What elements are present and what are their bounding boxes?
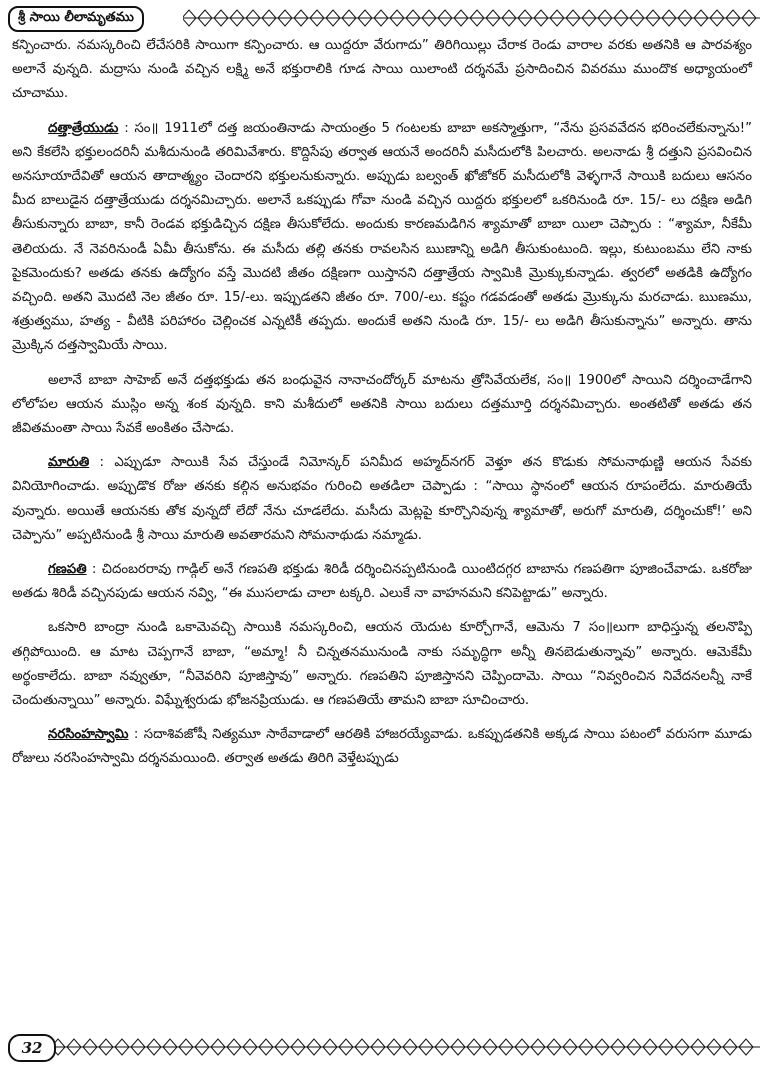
section-term: మారుతి xyxy=(48,455,90,471)
paragraph-dattatreya xyxy=(12,117,752,359)
page-number: 32 xyxy=(8,1034,56,1062)
paragraph-bandra-devotee xyxy=(12,616,752,713)
paragraph-text: అలానే బాబా సాహెబ్ అనే దత్తభక్తుడు తన బంధువైన నానాచందోర్కర్ మాటను త్రోసివేయలేక, సం॥ 1900లో సాయిని దర్శించాడేగాని లోలోపల ఆయన ముస్లిం అన్న శంక వున్నది. కాని మశీదులో అతనికి సాయి బదులు దత్తమూర్తి దర్శనమిచ్చారు. అంతటితో అతడు తన జీవితమంతా సాయి సేవకే అంకితం చేసాడు. xyxy=(12,372,752,437)
paragraph-text: : ఎప్పుడూ సాయికి సేవ చేస్తుండే నిమోన్కర్ పనిమీద అహ్మద్‌నగర్ వెళ్తూ తన కొడుకు సోమనాథుణ్ణి ఆయన సేవకు వినియోగించాడు. అప్పుడొక రోజు తనకు కల్గిన అనుభవం గురించి అతడిలా చెప్పాడు : “సాయి స్థానంలో ఆయన రూపంలేదు. మారుతియే వున్నారు. అయితే ఆయనకు తోక వున్నదో లేదో నేను చూడలేదు. మసీదు మెట్లపై కూర్చొనివున్న శ్యామాతో, అరుగో మారుతి, దర్శించుకో!’ అని చెప్పాను” అప్పటినుండి శ్రీ సాయి మారుతి అవతారమని సోమనాథుడు నమ్మాడు. xyxy=(12,455,752,543)
paragraph-text: : చిదంబరరావు గాడ్గిల్ అనే గణపతి భక్తుడు శిరిడీ దర్శించినప్పటినుండి యింటిదగ్గర బాబాను గణపతిగా పూజించేవాడు. ఒకరోజు అతడు శిరిడీ వచ్చినపుడు ఆయన నవ్వి, “ఈ ముసలాడు చాలా టక్కరి. ఎలుకే నా వాహనమని కనిపెట్టాడు” అన్నారు. xyxy=(12,562,752,602)
page-header xyxy=(8,6,760,30)
paragraph-text: : సదాశివజోషీ నిత్యమూ సాఠేవాడాలో ఆరతికి హాజరయ్యేవాడు. ఒకప్పుడతనికి అక్కడ సాయి పటంలో వరుసగా మూడు రోజులు నరసింహస్వామి దర్శనమయింది. తర్వాత అతడు తిరిగి వెళ్తేటప్పుడు xyxy=(12,727,752,767)
paragraph-ganapati xyxy=(12,558,752,606)
section-term: దత్తాత్రేయుడు xyxy=(48,120,119,136)
page-body xyxy=(12,34,752,782)
running-title: శ్రీ సాయి లీలామృతము xyxy=(8,6,144,32)
paragraph-text: ఒకసారి బాంద్రా నుండి ఒకామెవచ్చి సాయికి నమస్కరించి, ఆయన యెదుట కూర్చోగానే, ఆమెను 7 సం॥లుగా బాధిస్తున్న తలనొప్పి తగ్గిపోయింది. ఆ మాట చెప్పగానే బాబా, “అమ్మా! నీ చిన్నతనమునుండి నాకు సమృద్ధిగా అన్నీ తినబెడుతున్నావు” అన్నారు. ఆమెకేమీ అర్థంకాలేదు. బాబా నవ్వుతూ, “నీవెవరిని పూజిస్తావు” అన్నారు. గణపతిని పూజిస్తానని చెప్పిందామె. సాయి “నివ్వరించిన నివేదనలన్నీ నాకే చెందుతున్నాయి” అన్నారు. విఘ్నేశ్వరుడు భోజనప్రియుడు. ఆ గణపతియే తామని బాబా సూచించారు. xyxy=(12,620,752,709)
section-term: నరసింహస్వామి xyxy=(48,727,129,743)
paragraph-text: కన్పించారు. నమస్కరించి లేచేసరికి సాయిగా కన్పించారు. ఆ యిద్దరూ వేరుగాదు” తిరిగియిల్లు చేరాక రెండు వారాల వరకు అతనికి ఆ పారవశ్యం అలానే వున్నది. మద్రాసు నుండి వచ్చిన లక్ష్మి అనే భక్తురాలికి గూడ సాయి యిలాంటి దర్శనమే ప్రసాదించిన వివరము ముందొక అధ్యాయంలో చూచాము. xyxy=(12,38,752,102)
paragraph-baba-saheb xyxy=(12,369,752,442)
paragraph-narasimha xyxy=(12,723,752,771)
ornamental-footer-border xyxy=(52,1035,760,1059)
ornamental-header-border xyxy=(183,6,760,30)
paragraph-text: : సం॥ 1911లో దత్త జయంతినాడు సాయంత్రం 5 గంటలకు బాబా అకస్మాత్తుగా, “నేను ప్రసవవేదన భరించలేకున్నాను!” అని కేకలేసి భక్తులందరినీ మశీదునుండి తరిమివేశారు. కొద్దిసేపు తర్వాత ఆయనే అందరినీ మసీదులోకి పిలచారు. అలనాడు శ్రీ దత్తుని ప్రసవించిన అనసూయాదేవితో ఆయన తాదాత్మ్యం చెందారని భక్తులనుకున్నారు. అప్పుడు బల్వంత్ ఖోజోకర్ మసీదులోకి వెళ్ళగానే సాయికి బదులు ఆసనం మీద బాలుడైన దత్తాత్రేయుడు దర్శనమిచ్చారు. అలానే ఒకప్పుడు గోవా నుండి వచ్చిన యిద్దరు భక్తులలో ఒకరినుండి రూ. 15/- లు దక్షిణ అడిగి తీసుకున్నారు బాబా, కానీ రెండవ భక్తుడిచ్చిన దక్షిణ తీసుకోలేదు. అందుకు కారణమడిగిన శ్యామాతో బాబా యిలా చెప్పారు : “శ్యామా, నీకేమీ తెలియదు. నే నెవరినుండీ ఏమీ తీసుకోను. ఈ మసీదు తల్లి తనకు రావలసిన ఋణాన్ని అడిగి తీసుకుంటుంది. ఇల్లు, కుటుంబము లేని నాకు పైకమెందుకు? అతడు తనకు ఉద్యోగం వస్తే మొదటి జీతం దక్షిణగా యిస్తానని దత్తాత్రేయ స్వామికి మ్రొక్కుకున్నాడు. త్వరలో అతడికి ఉద్యోగం వచ్చింది. అతని మొదటి నెల జీతం రూ. 15/-లు. ఇప్పుడతని జీతం రూ. 700/-లు. కష్టం గడవడంతో అతడు మ్రొక్కును మరచాడు. ఋణము, శత్రుత్వము, హత్య - వీటికి పరిహారం చెల్లించక ఎన్నటికీ తప్పదు. అందుకే అతని నుండి రూ. 15/- లు అడిగి తీసుకున్నాను” అన్నారు. తాను మ్రొక్కిన దత్తస్వామియే సాయి. xyxy=(12,120,752,354)
page-footer xyxy=(8,1032,760,1062)
paragraph-maruti xyxy=(12,451,752,548)
paragraph-continuation xyxy=(12,34,752,107)
section-term: గణపతి xyxy=(48,562,87,578)
